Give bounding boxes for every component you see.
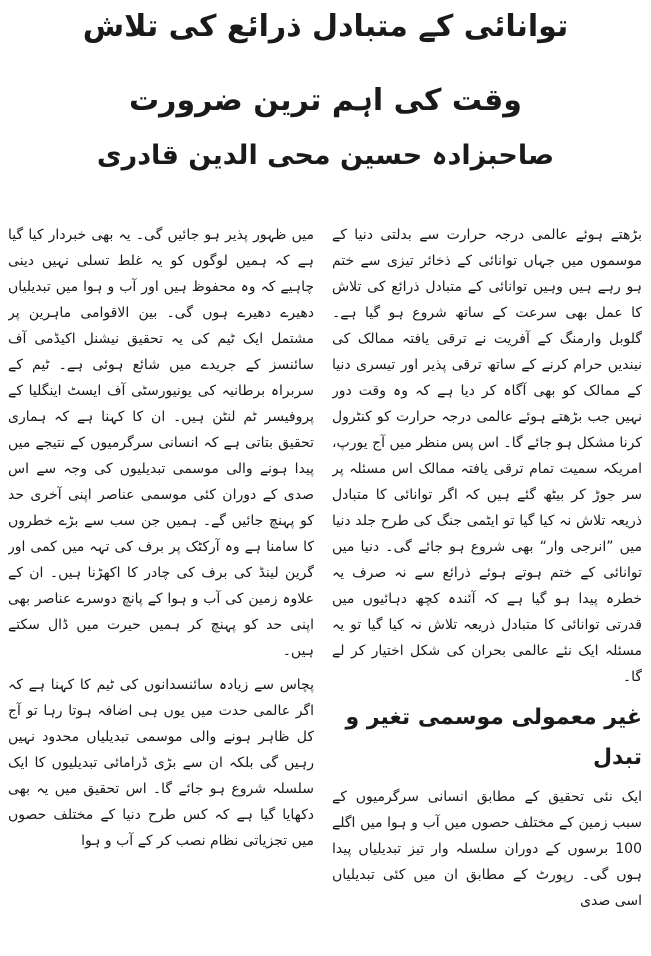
article-header	[0, 0, 651, 200]
article-column-right	[332, 222, 642, 952]
paragraph-research: ایک نئی تحقیق کے مطابق انسانی سرگرمیوں کے سبب زمین کے مختلف حصوں میں آب و ہوا میں اگلے 100 برسوں کے دوران سلسلہ وار تیز تبدیلیاں پیدا ہوں گی۔ رپورٹ کے مطابق ان میں کئی تبدیلیاں اسی صدی	[332, 789, 642, 909]
article-column-left	[8, 222, 314, 952]
author-byline: صاحبزادہ حسین محی الدین قادری	[96, 140, 555, 171]
headline-line-2: وقت کی اہم ترین ضرورت	[129, 83, 522, 118]
paragraph-intro: بڑھتے ہوئے عالمی درجہ حرارت سے بدلتی دنیا کے موسموں میں جہاں توانائی کے ذخائر تیزی سے ختم ہو رہے ہیں وہیں توانائی کے متبادل ذرائع کی تلاش کا عمل بھی سرعت کے ساتھ شروع ہو گیا ہے۔ گلوبل وارمنگ کے آفریت نے ترقی یافتہ ممالک کی نیندیں حرام کرنے کے ساتھ ترقی پذیر اور تیسری دنیا کے ممالک کو بھی آگاہ کر دیا ہے کہ وہ وقت دور نہیں جب بڑھتے ہوئے عالمی درجہ حرارت کو کنٹرول کرنا مشکل ہو جائے گا۔ اس پس منظر میں آج یورپ، امریکہ سمیت تمام ترقی یافتہ ممالک اس مسئلہ پر سر جوڑ کر بیٹھ گئے ہیں کہ اگر توانائی کا متبادل ذریعہ تلاش نہ کیا گیا تو ایٹمی جنگ کی طرح جلد دنیا میں ”انرجی وار“ بھی شروع ہو جائے گی۔ دنیا میں توانائی کے ختم ہوتے ہوئے ذرائع سے نہ صرف یہ خطرہ پیدا ہو گیا ہے کہ آئندہ کچھ دہائیوں میں قدرتی توانائی کا متبادل ذریعہ تلاش نہ کیا گیا تو یہ مسئلہ ایک نئے عالمی بحران کی شکل اختیار کر لے گا۔	[332, 227, 642, 685]
paragraph-continued: میں ظہور پذیر ہو جائیں گی۔ یہ بھی خبردار کیا گیا ہے کہ ہمیں لوگوں کو یہ غلط تسلی نہیں دینی چاہیے کہ وہ محفوظ ہیں اور آب و ہوا میں تبدیلیاں دھیرے دھیرے ہوں گی۔ بین الاقوامی ماہرین پر مشتمل ایک ٹیم کی یہ تحقیق نیشنل اکیڈمی آف سائنسز کے جریدے میں شائع ہوئی ہے۔ ٹیم کے سربراہ برطانیہ کی یونیورسٹی آف ایسٹ اینگلیا کے پروفیسر ٹم لنٹن ہیں۔ ان کا کہنا ہے کہ ہماری تحقیق بتاتی ہے کہ انسانی سرگرمیوں کے نتیجے میں پیدا ہونے والی موسمی تبدیلیوں کی وجہ سے اس صدی کے دوران کئی موسمی عناصر اپنی آخری حد کو پہنچ جائیں گے۔ ہمیں جن سب سے بڑے خطروں کا سامنا ہے وہ آرکٹک پر برف کی تہہ میں کمی اور گرین لینڈ کی برف کی چادر کا اکھڑنا ہیں۔ ان کے علاوہ زمین کی آب و ہوا کے پانچ دوسرے عناصر بھی اپنی حد کو پہنچ کر ہمیں حیرت میں ڈال سکتے ہیں۔	[8, 227, 314, 659]
paragraph-scientists: پچاس سے زیادہ سائنسدانوں کی ٹیم کا کہنا ہے کہ اگر عالمی حدت میں یوں ہی اضافہ ہوتا رہا تو آج کل ظاہر ہونے والی موسمی تبدیلیاں محدود نہیں رہیں گی بلکہ ان سے بڑی ڈرامائی تبدیلیوں کا ایک سلسلہ شروع ہو جائے گا۔ اس تحقیق میں یہ بھی دکھایا گیا ہے کہ کس طرح دنیا کے مختلف حصوں میں تجزیاتی نظام نصب کر کے آب و ہوا	[8, 677, 314, 849]
headline-line-1: توانائی کے متبادل ذرائع کی تلاش	[82, 9, 569, 44]
section-subheading: غیر معمولی موسمی تغیر و تبدل	[345, 705, 642, 770]
